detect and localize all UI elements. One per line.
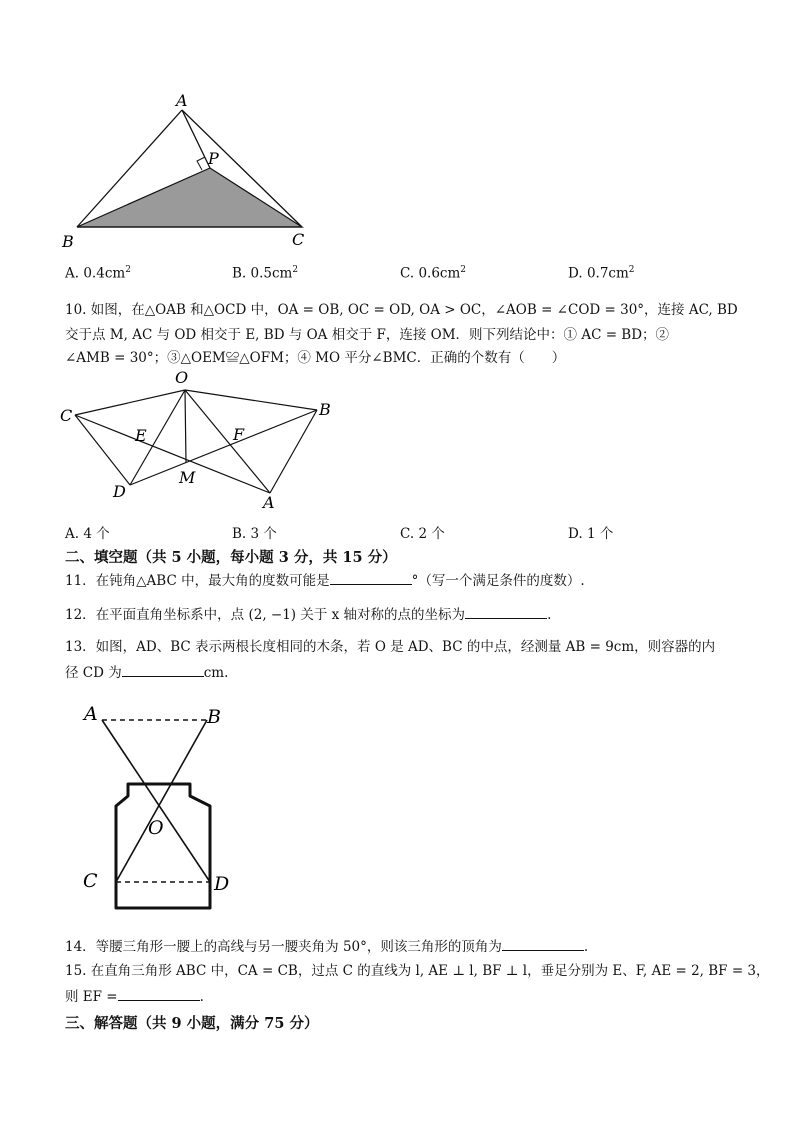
container-outline xyxy=(116,784,210,908)
q9-option-b[interactable]: B. $0.5cm^2$ xyxy=(232,265,299,282)
q12-answer-blank[interactable] xyxy=(465,604,547,619)
label-p: P xyxy=(208,149,219,168)
q14-answer-blank[interactable] xyxy=(502,936,584,951)
shaded-triangle-bpc xyxy=(77,168,302,227)
q15-answer-blank[interactable] xyxy=(118,986,200,1001)
segment-ap xyxy=(182,110,210,168)
label-d: D xyxy=(214,873,230,895)
label-e: E xyxy=(135,426,147,445)
label-b: B xyxy=(319,400,331,419)
q10-option-d[interactable]: D. 1 个 xyxy=(568,526,614,542)
q9-option-a[interactable]: A. $0.4cm^2$ xyxy=(65,265,131,282)
q10-option-c[interactable]: C. 2 个 xyxy=(400,526,445,542)
right-angle-mark xyxy=(197,157,205,170)
label-c: C xyxy=(60,406,73,425)
q13-figure xyxy=(80,700,260,920)
q9-option-d[interactable]: D. $0.7cm^2$ xyxy=(568,265,635,282)
q12-text: 12．在平面直角坐标系中，点 (2, −1) 关于 x 轴对称的点的坐标为 . xyxy=(65,604,551,625)
q11-text: 11．在钝角△ABC 中，最大角的度数可能是 °（写一个满足条件的度数）. xyxy=(65,570,585,591)
label-a: A xyxy=(176,91,188,110)
q14-text: 14．等腰三角形一腰上的高线与另一腰夹角为 50°，则该三角形的顶角为 . xyxy=(65,936,588,957)
q10-figure xyxy=(55,365,355,515)
q15-text-line-2: 则 EF = . xyxy=(65,986,204,1007)
q10-text-line-2: 交于点 M, AC 与 OD 相交于 E, BD 与 OA 相交于 F，连接 OM．则下列结论中：① AC = BD；② xyxy=(65,327,670,343)
q15-text-line-1: 15. 在直角三角形 ABC 中，CA = CB，过点 C 的直线为 l, AE ⊥ l, BF ⊥ l，垂足分别为 E、F, AE = 2, BF = 3， xyxy=(65,963,770,979)
q10-text-line-3: ∠AMB = 30°；③△OEM≌△OFM；④ MO 平分∠BMC．正确的个数有（ ） xyxy=(65,350,566,366)
label-o: O xyxy=(148,817,164,839)
label-b: B xyxy=(207,706,221,728)
section-3-title: 三、解答题（共 9 小题，满分 75 分） xyxy=(65,1015,319,1032)
label-c: C xyxy=(83,870,98,892)
q10-option-a[interactable]: A. 4 个 xyxy=(65,526,110,542)
label-m: M xyxy=(179,468,196,487)
q10-text-line-1: 10. 如图，在△OAB 和△OCD 中，OA = OB, OC = OD, OA > OC，∠AOB = ∠COD = 30°，连接 AC, BD xyxy=(65,302,738,318)
q9-figure xyxy=(55,90,325,260)
label-o: O xyxy=(175,368,189,387)
label-c: C xyxy=(292,230,305,249)
label-d: D xyxy=(113,482,126,501)
label-a: A xyxy=(263,493,275,512)
q13-answer-blank[interactable] xyxy=(122,662,204,677)
q10-option-b[interactable]: B. 3 个 xyxy=(232,526,277,542)
label-f: F xyxy=(233,425,245,444)
q13-text-line-2: 径 CD 为 cm. xyxy=(65,662,228,683)
q13-text-line-1: 13．如图，AD、BC 表示两根长度相同的木条，若 O 是 AD、BC 的中点，经测量 AB = 9cm，则容器的内 xyxy=(65,639,716,655)
section-2-title: 二、填空题（共 5 小题，每小题 3 分，共 15 分） xyxy=(65,549,397,566)
label-b: B xyxy=(62,232,74,251)
label-a: A xyxy=(84,703,98,725)
q11-answer-blank[interactable] xyxy=(330,570,412,585)
q9-option-c[interactable]: C. $0.6cm^2$ xyxy=(400,265,467,282)
